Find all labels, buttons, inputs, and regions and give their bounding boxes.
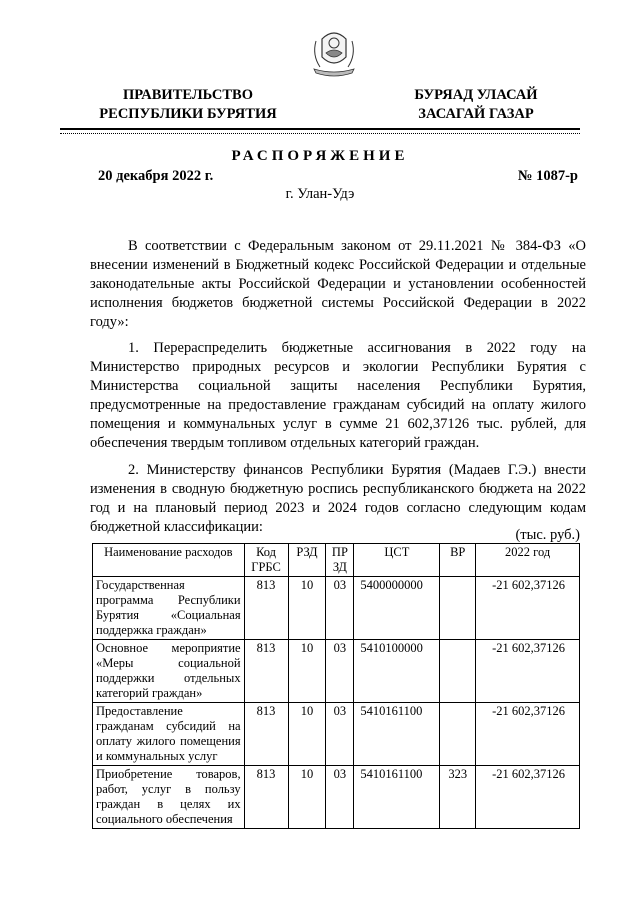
header-dotted-rule: [60, 133, 580, 134]
table-row: [93, 640, 580, 703]
cell-rzd: 10: [288, 640, 326, 703]
cell-grbs-code: 813: [244, 577, 288, 640]
cell-grbs-code: 813: [244, 766, 288, 829]
table-row: [93, 766, 580, 829]
document-date: 20 декабря 2022 г.: [98, 168, 214, 184]
cell-grbs-code: 813: [244, 640, 288, 703]
header-year: 2022 год: [476, 544, 580, 577]
government-name-ru: [90, 86, 286, 124]
header-cst: ЦСТ: [354, 544, 440, 577]
cell-expense-name: Предоставление гражданам субсидий на оплату жилого помещения и коммунальных услуг: [93, 703, 245, 766]
document-number: № 1087-р: [517, 168, 578, 184]
cell-vr: [440, 640, 476, 703]
cell-przd: 03: [326, 703, 354, 766]
government-name-ru-line1: ПРАВИТЕЛЬСТВО: [123, 87, 253, 103]
cell-amount: -21 602,37126: [476, 703, 580, 766]
header-przd: ПР ЗД: [326, 544, 354, 577]
paragraph-2: 2. Министерству финансов Республики Бурятия (Мадаев Г.Э.) внести изменения в сводную бюджетную роспись республиканского бюджета на 2022 год и на плановый период 2023 и 2024 годов согласно следующим кодам бюджетной классификации:: [90, 462, 586, 535]
paragraph-preamble: В соответствии с Федеральным законом от 29.11.2021 № 384-ФЗ «О внесении изменений в Бюджетный кодекс Российской Федерации и отдельные законодательные акты Российской Федерации и установлении особенностей исполнения бюджетов бюджетной системы Российской Федерации в 2022 году»:: [90, 238, 586, 330]
cell-expense-name: Государственная программа Республики Бурятия «Социальная поддержка граждан»: [93, 577, 245, 640]
table-row: [93, 703, 580, 766]
table-row: [93, 577, 580, 640]
government-name-bua: [396, 86, 556, 124]
header-rule: [60, 128, 580, 130]
cell-cst: 5410161100: [354, 703, 440, 766]
table-header-row: [93, 544, 580, 577]
cell-vr: [440, 703, 476, 766]
cell-vr: [440, 577, 476, 640]
header-rzd: РЗД: [288, 544, 326, 577]
cell-cst: 5410100000: [354, 640, 440, 703]
coat-of-arms-icon: [306, 27, 362, 77]
cell-przd: 03: [326, 766, 354, 829]
government-name-bua-line2: ЗАСАГАЙ ГАЗАР: [418, 106, 534, 122]
document-city: г. Улан-Удэ: [285, 186, 355, 202]
cell-cst: 5410161100: [354, 766, 440, 829]
cell-vr: 323: [440, 766, 476, 829]
cell-przd: 03: [326, 577, 354, 640]
cell-expense-name: Приобретение товаров, работ, услуг в пользу граждан в целях их социального обеспечения: [93, 766, 245, 829]
government-name-bua-line1: БУРЯАД УЛАСАЙ: [414, 87, 538, 103]
cell-amount: -21 602,37126: [476, 766, 580, 829]
cell-rzd: 10: [288, 577, 326, 640]
cell-grbs-code: 813: [244, 703, 288, 766]
cell-przd: 03: [326, 640, 354, 703]
cell-amount: -21 602,37126: [476, 640, 580, 703]
cell-rzd: 10: [288, 703, 326, 766]
header-vr: ВР: [440, 544, 476, 577]
document-title: РАСПОРЯЖЕНИЕ: [231, 148, 409, 164]
cell-rzd: 10: [288, 766, 326, 829]
header-expense-name: Наименование расходов: [93, 544, 245, 577]
cell-expense-name: Основное мероприятие «Меры социальной поддержки отдельных категорий граждан»: [93, 640, 245, 703]
header-grbs-code: Код ГРБС: [244, 544, 288, 577]
cell-amount: -21 602,37126: [476, 577, 580, 640]
paragraph-1: 1. Перераспределить бюджетные ассигнования в 2022 году на Министерство природных ресурсов и экологии Республики Бурятия с Министерства социальной защиты населения Республики Бурятия, предусмотренные на предоставление гражданам субсидий на оплату жилого помещения и коммунальных услуг в сумме 21 602,37126 тыс. рублей, для обеспечения твердым топливом отдельных категорий граждан.: [90, 340, 586, 451]
government-name-ru-line2: РЕСПУБЛИКИ БУРЯТИЯ: [99, 106, 277, 122]
cell-cst: 5400000000: [354, 577, 440, 640]
budget-table: [92, 543, 580, 829]
table-unit: (тыс. руб.): [515, 527, 580, 543]
